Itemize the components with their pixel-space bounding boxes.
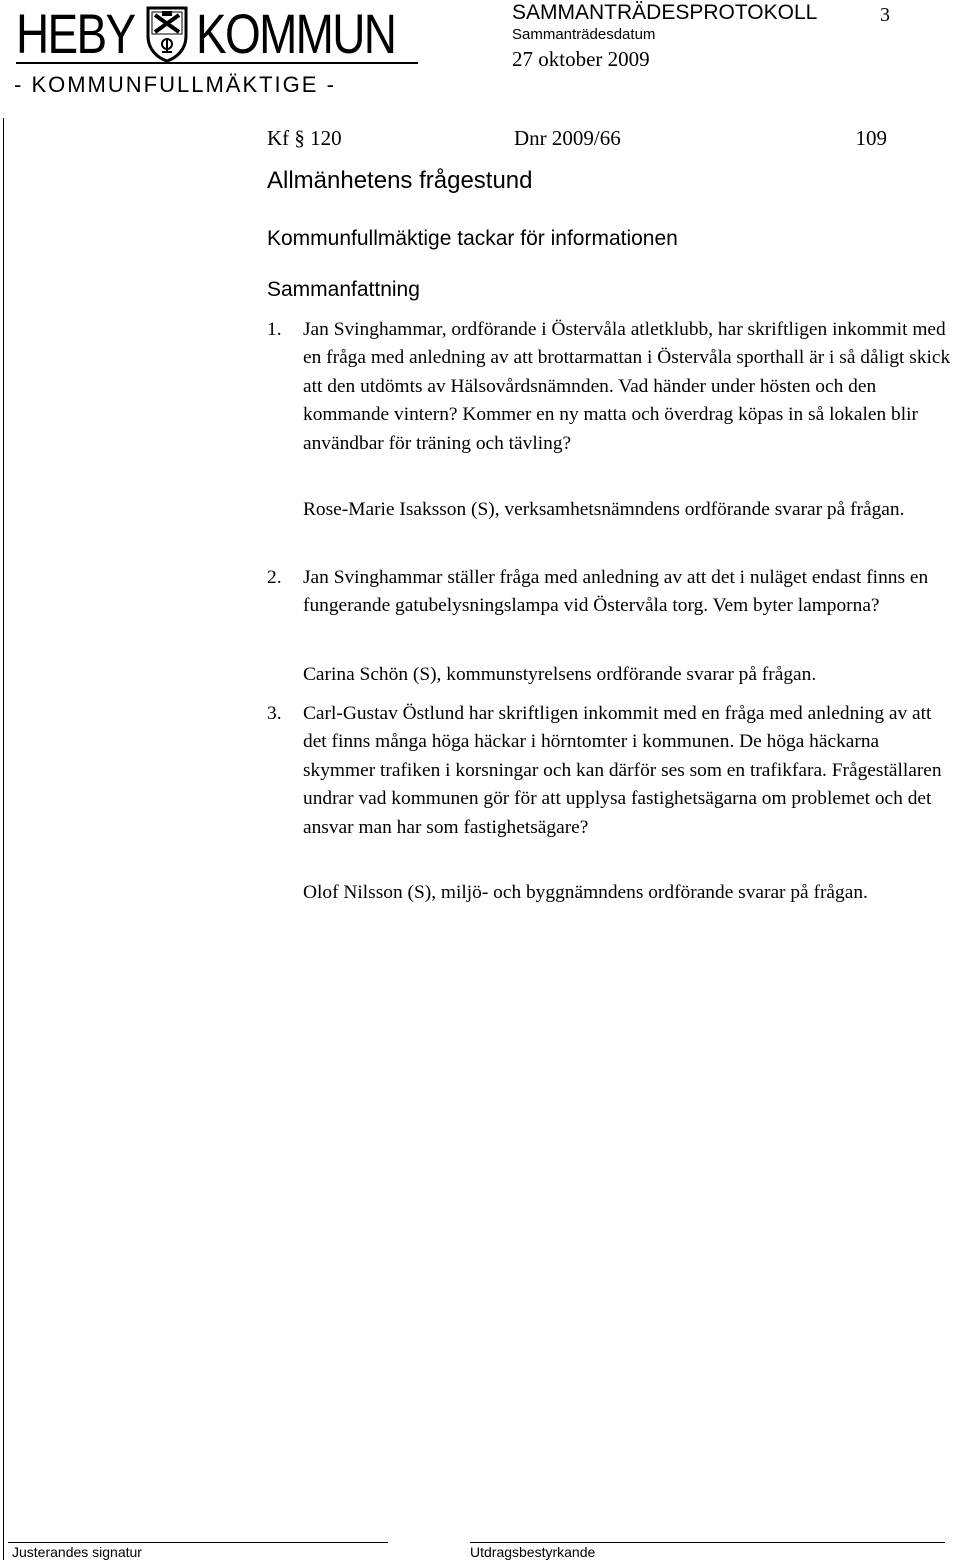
item-number: 1. — [267, 319, 282, 340]
logo-word-kommun: KOMMUN — [196, 2, 396, 65]
coat-of-arms-icon — [146, 6, 188, 62]
document-type: SAMMANTRÄDESPROTOKOLL — [512, 1, 818, 24]
item-number: 2. — [267, 567, 282, 588]
left-margin-rule — [3, 118, 4, 1560]
meeting-date-label: Sammanträdesdatum — [512, 26, 656, 43]
diary-number: Dnr 2009/66 — [514, 126, 621, 150]
section-reference — [267, 124, 887, 152]
decision-text: Kommunfullmäktige tackar för informationen — [267, 227, 678, 250]
logo-underline — [16, 62, 418, 64]
question-text: Jan Svinghammar ställer fråga med anledning av att det i nuläget endast finns en fungerande gatubelysningslampa vid Östervåla torg. Vem byter lamporna? — [303, 567, 929, 617]
section-title: Allmänhetens frågestund — [267, 167, 533, 194]
heby-kommun-logo — [16, 4, 446, 64]
paragraph-reference: Kf § 120 — [267, 126, 342, 150]
page-number: 3 — [880, 4, 890, 26]
extract-rule — [470, 1542, 945, 1543]
reply-text: Carina Schön (S), kommunstyrelsens ordförande svarar på frågan. — [303, 664, 817, 685]
item-number: 3. — [267, 703, 282, 724]
question-text: Jan Svinghammar, ordförande i Östervåla atletklubb, har skriftligen inkommit med en fråga med anledning av att brottarmattan i Östervåla sporthall är i så dåligt skick att den utdömts av Hälsovårdsnämnden. Vad händer under hösten och den kommande vintern? Kommer en ny matta och överdrag köpas in så lokalen blir användbar för träning och tävling? — [303, 319, 951, 454]
signature-label: Justerandes signatur — [12, 1544, 142, 1560]
signature-rule — [8, 1542, 388, 1543]
summary-heading: Sammanfattning — [267, 278, 420, 301]
reply-text: Olof Nilsson (S), miljö- och byggnämndens ordförande svarar på frågan. — [303, 882, 868, 903]
sequence-number: 109 — [855, 126, 887, 150]
meeting-date: 27 oktober 2009 — [512, 47, 650, 71]
extract-label: Utdragsbestyrkande — [470, 1544, 596, 1560]
body-subtitle: - KOMMUNFULLMÄKTIGE - — [14, 72, 336, 97]
question-text: Carl-Gustav Östlund har skriftligen inkommit med en fråga med anledning av att det finns många höga häckar i hörntomter i kommunen. De höga häckarna skymmer trafiken i korsningar och kan därför ses som en trafikfara. Frågeställaren undrar vad kommunen gör för att upplysa fastighetsägarna om problemet och det ansvar man har som fastighetsägare? — [303, 703, 942, 838]
reply-text: Rose-Marie Isaksson (S), verksamhetsnämndens ordförande svarar på frågan. — [303, 499, 905, 520]
logo-word-heby: HEBY — [16, 2, 135, 65]
